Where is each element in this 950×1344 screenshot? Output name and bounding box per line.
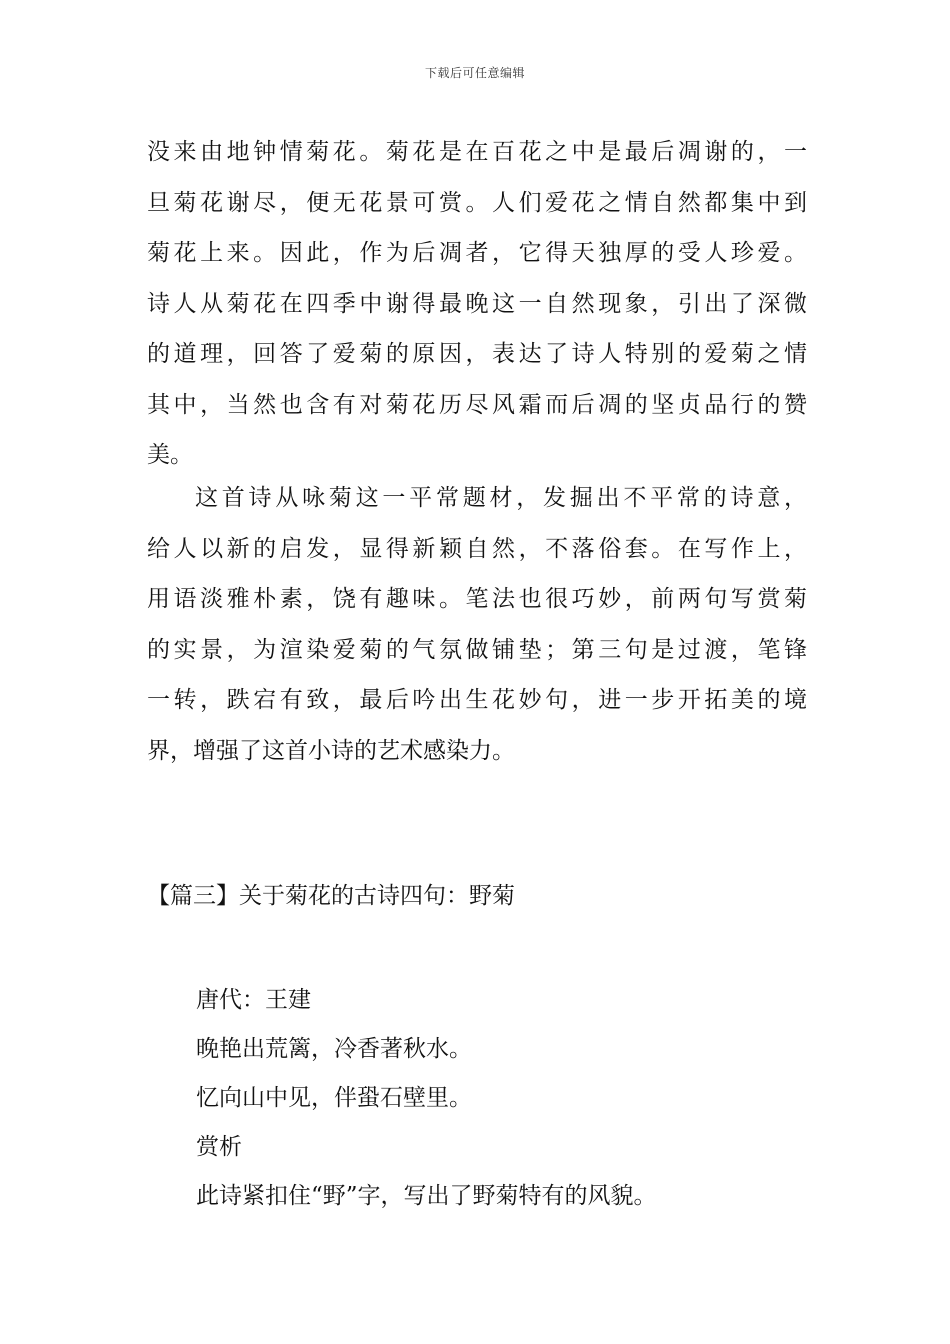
paragraph-line: 给人以新的启发，显得新颖自然，不落俗套。在写作上，	[147, 535, 807, 562]
section-title: 【篇三】关于菊花的古诗四句：野菊	[147, 883, 515, 909]
paragraph-line: 界，增强了这首小诗的艺术感染力。	[147, 737, 515, 764]
paragraph-line: 美。	[147, 442, 193, 468]
appreciation-text: 此诗紧扣住“野”字，写出了野菊特有的风貌。	[196, 1183, 657, 1209]
page-header: 下载后可任意编辑	[424, 66, 525, 80]
paragraph-line: 的实景，为渲染爱菊的气氛做铺垫；第三句是过渡，笔锋	[147, 636, 807, 663]
paragraph-line: 这首诗从咏菊这一平常题材，发掘出不平常的诗意，	[195, 485, 807, 511]
poem-author: 唐代：王建	[196, 987, 311, 1013]
paragraph-2	[147, 473, 807, 776]
paragraph-line: 用语淡雅朴素，饶有趣味。笔法也很巧妙，前两句写赏菊	[147, 586, 807, 612]
poem-block	[196, 976, 657, 1221]
appreciation-label: 赏析	[196, 1134, 242, 1160]
paragraph-line: 的道理，回答了爱菊的原因，表达了诗人特别的爱菊之情	[147, 341, 807, 367]
paragraph-line: 旦菊花谢尽，便无花景可赏。人们爱花之情自然都集中到	[147, 189, 807, 216]
paragraph-line: 诗人从菊花在四季中谢得最晚这一自然现象，引出了深微	[147, 290, 807, 317]
paragraph-line: 没来由地钟情菊花。菊花是在百花之中是最后凋谢的，一	[147, 139, 807, 165]
poem-line-2: 忆向山中见，伴蛩石壁里。	[196, 1085, 472, 1111]
paragraph-1	[147, 127, 807, 481]
paragraph-line: 菊花上来。因此，作为后凋者，它得天独厚的受人珍爱。	[147, 240, 807, 266]
paragraph-line: 一转，跌宕有致，最后吟出生花妙句，进一步开拓美的境	[147, 687, 807, 713]
paragraph-line: 其中，当然也含有对菊花历尽风霜而后凋的坚贞品行的赞	[147, 391, 807, 418]
poem-line-1: 晚艳出荒篱，冷香著秋水。	[196, 1036, 472, 1062]
